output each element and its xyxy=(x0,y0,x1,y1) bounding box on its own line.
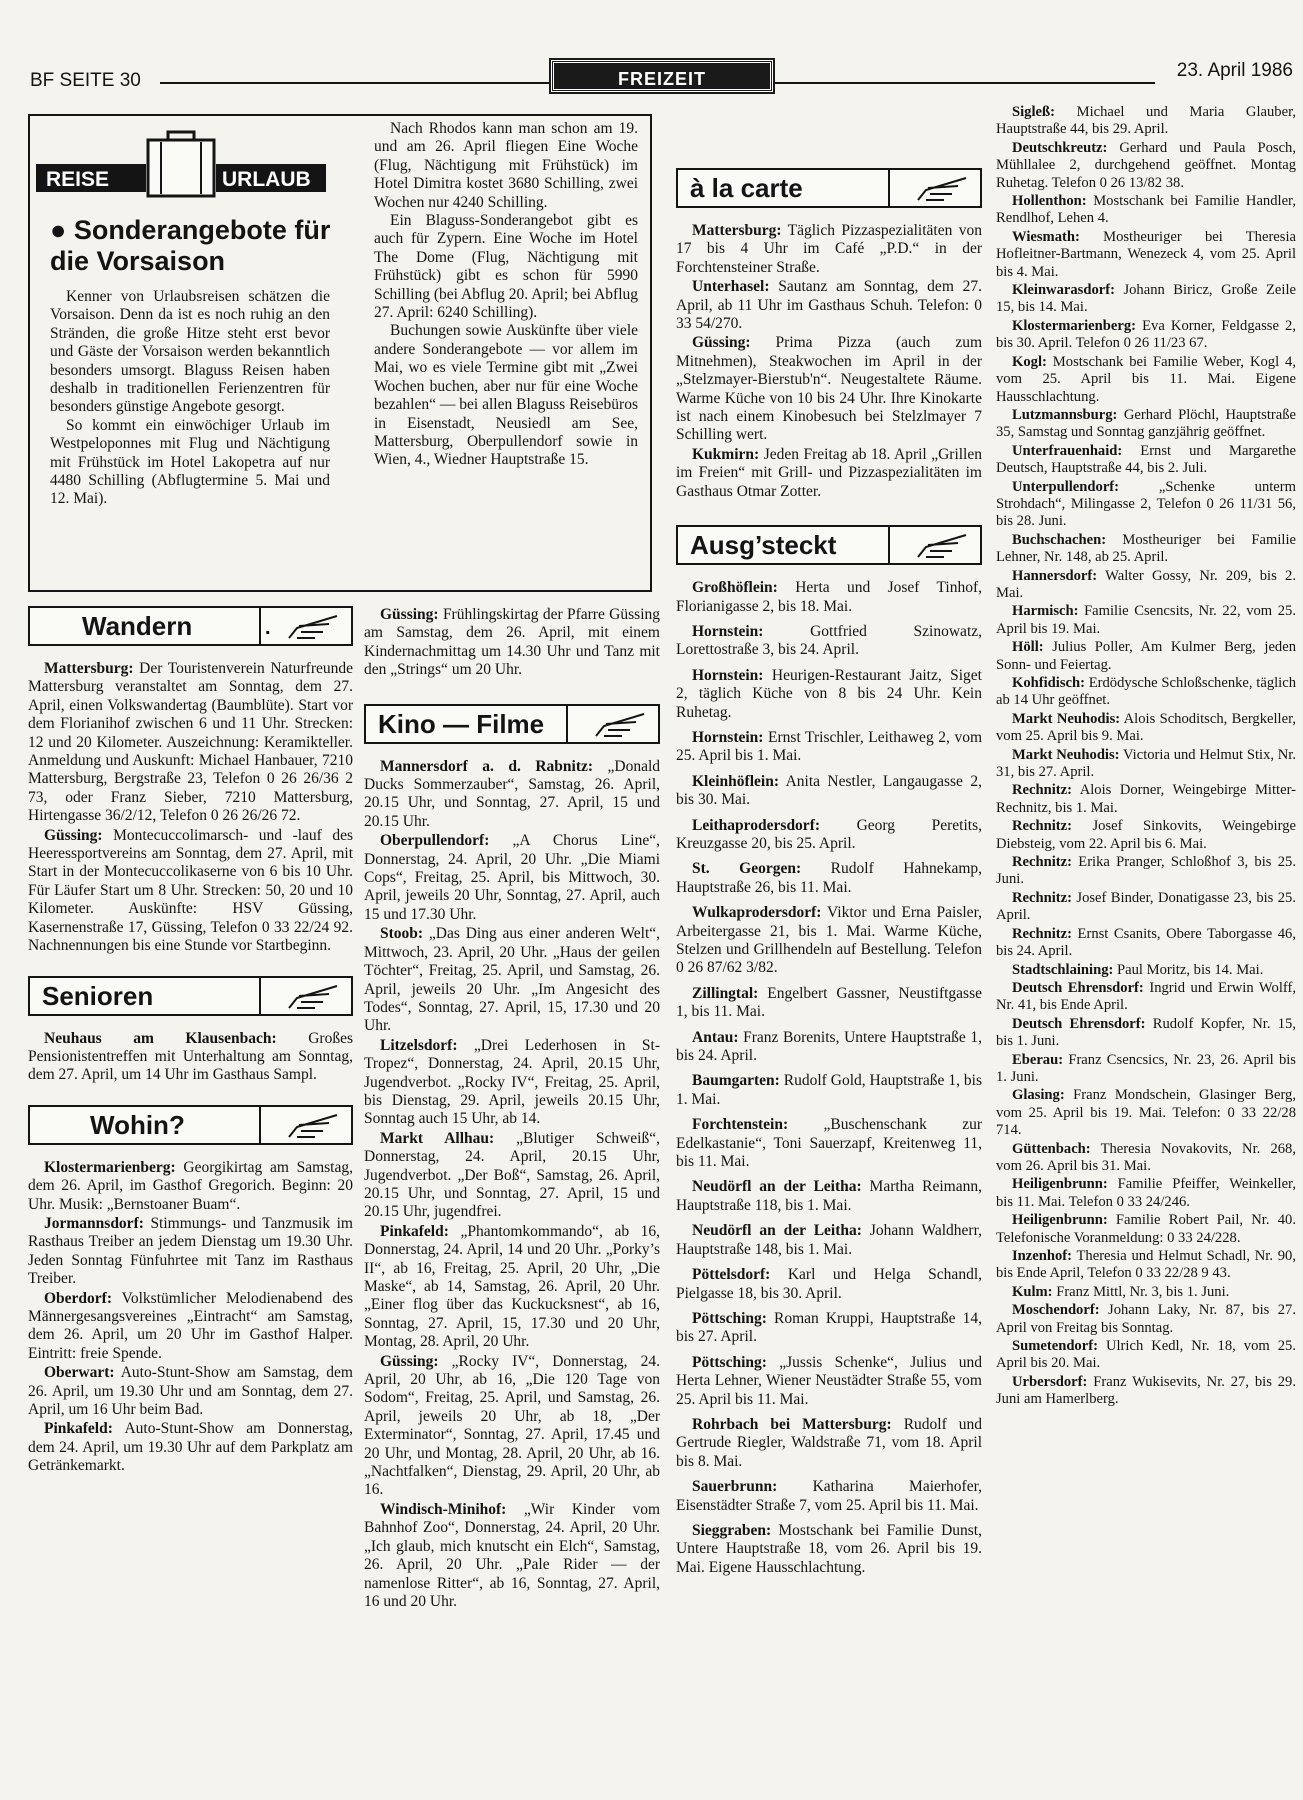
travel-paragraph: So kommt ein einwöchiger Urlaub im Westpeloponnes mit Flug und Nächtigung mit Frühstück im Hotel Lakopetra auf nur 4480 Schilling (Abflugtermine 5. Mai und 12. Mai). xyxy=(50,416,330,508)
place-name: Rechnitz: xyxy=(1012,854,1072,871)
pointing-hand-icon xyxy=(888,172,978,206)
place-name: Pöttsching: xyxy=(692,1353,767,1371)
list-item xyxy=(996,747,1296,782)
travel-paragraph: Kenner von Urlaubsreisen schätzen die Vorsaison. Denn da ist es noch ruhig an den Stränden, die große Hitze steht erst bevor und Gäste der Vorsaison werden bekanntlich besonders umsorgt. Blaguss Reisen haben deshalb in traditionellen Ferienzentren für besonders günstige Angebote gesorgt. xyxy=(50,288,330,416)
list-item xyxy=(996,782,1296,817)
ausgsteckt-list-continued xyxy=(996,104,1296,1409)
place-name: Rechnitz: xyxy=(1012,889,1072,906)
entry-text: Victoria und Helmut Stix, Nr. 31, bis 27. April. xyxy=(996,746,1296,781)
section-title: Senioren xyxy=(42,980,154,1011)
issue-date: 23. April 1986 xyxy=(1176,60,1293,81)
list-item xyxy=(676,579,982,616)
place-name: Mattersburg: xyxy=(692,222,782,239)
entry-text: Georg Peretits, Kreuzgasse 20, bis 25. April. xyxy=(676,816,982,852)
list-item xyxy=(996,229,1296,281)
wohin-list xyxy=(28,1159,353,1476)
list-item xyxy=(996,479,1296,531)
entry-text: Anita Nestler, Langaugasse 2, bis 30. Mai. xyxy=(676,772,982,809)
entry-text: „A Chorus Line“, Donnerstag, 24. April, 20 Uhr. „Die Miami Cops“, Freitag, 25. April, bis Mittwoch, 30. April, jeweils 20 Uhr, Sonntag, 27. April, auch 15 und 17.30 Uhr. xyxy=(364,832,660,923)
place-name: Güssing: xyxy=(380,1352,439,1370)
list-item xyxy=(676,985,982,1022)
list-item xyxy=(996,711,1296,746)
place-name: Großhöflein: xyxy=(692,579,778,597)
list-item xyxy=(996,318,1296,353)
list-item xyxy=(996,962,1296,979)
list-item xyxy=(28,1364,353,1419)
list-item xyxy=(676,1310,982,1347)
list-item xyxy=(676,1029,982,1066)
list-item xyxy=(996,568,1296,603)
place-name: Stoob: xyxy=(380,925,424,943)
place-name: Heiligenbrunn: xyxy=(1012,1212,1108,1229)
list-item xyxy=(676,817,982,854)
entry-text: Mostheuriger bei Familie Lehner, Nr. 148, ab 25. April. xyxy=(996,531,1296,566)
place-name: Rechnitz: xyxy=(1012,782,1072,799)
entry-text: Mostschank bei Familie Dunst, Untere Hauptstraße 18, vom 26. April bis 19. Mai. Eigene Hausschlachtung. xyxy=(676,1521,982,1576)
entry-text: Paul Moritz, bis 14. Mai. xyxy=(1117,961,1264,978)
entry-text: Martha Reimann, Hauptstraße 118, bis 1. Mai. xyxy=(676,1178,982,1214)
list-item xyxy=(676,1354,982,1409)
place-name: Unterpullendorf: xyxy=(1012,478,1120,495)
place-name: Eberau: xyxy=(1012,1051,1064,1068)
place-name: Glasing: xyxy=(1012,1087,1065,1104)
place-name: Oberwart: xyxy=(44,1364,115,1382)
list-item xyxy=(996,104,1296,139)
list-item xyxy=(364,1353,660,1500)
place-name: Hornstein: xyxy=(692,622,764,640)
list-item xyxy=(676,1222,982,1259)
list-item xyxy=(996,818,1296,853)
column-2 xyxy=(364,606,660,1612)
list-item xyxy=(676,1116,982,1171)
entry-text: Stimmungs- und Tanzmusik im Rasthaus Treiber an jedem Dienstag um 19.30 Uhr. Jeden Sonntag Fünfuhrtee mit Tanz im Rasthaus Treiber. xyxy=(28,1214,353,1288)
place-name: Güssing: xyxy=(692,334,751,352)
entry-text: Ernst Csanits, Obere Taborgasse 46, bis 24. April. xyxy=(996,925,1296,960)
list-item xyxy=(676,1478,982,1515)
list-item xyxy=(996,443,1296,478)
section-header-ausgsteckt xyxy=(676,525,982,565)
list-item xyxy=(676,729,982,766)
entry-text: Franz Borenits, Untere Hauptstraße 1, bis 24. April. xyxy=(676,1028,982,1065)
entry-text: Mostheuriger bei Theresia Hofleitner-Bartmann, Wenezeck 4, vom 25. April bis 4. Mai. xyxy=(996,228,1296,280)
place-name: Kleinwarasdorf: xyxy=(1012,282,1115,299)
section-header-alacarte xyxy=(676,168,982,208)
entry-text: „Rocky IV“, Donnerstag, 24. April, 20 Uhr, ab 16, „Die 120 Tage von Sodom“, Freitag, 25. April, und Samstag, 26. April, jeweils 20 Uhr, ab 18, „Der Exterminator“, Sonntag, 27. April, 17.45 und 20 Uhr, und Montag, 28. April, 20 Uhr, ab 16. „Nachtfalken“, Dienstag, 29. April, 20 Uhr, ab 16. xyxy=(364,1352,660,1499)
header-rule-right xyxy=(775,82,1155,84)
entry-text: Karl und Helga Schandl, Pielgasse 18, bis 30. April. xyxy=(676,1266,982,1302)
entry-text: Herta und Josef Tinhof, Florianigasse 2, bis 18. Mai. xyxy=(676,579,983,615)
entry-text: Der Touristenverein Naturfreunde Mattersburg veranstaltet am Sonntag, dem 27. April, einen Volkswandertag (Baumblüte). Start vor dem Florianihof zwischen 6 und 11 Uhr. Strecken: 12 und 20 Kilometer. Auszeichnung: Keramikteller. Anmeldung und Auskunft: Michael Hanbauer, 7210 Mattersburg, Bergstraße 23, Telefon 0 26 26/36 2 73, oder Franz Sieber, 7210 Mattersburg, Hirtengasse 36/2/12, Telefon 0 26 26/26 72. xyxy=(28,660,353,825)
section-title: à la carte xyxy=(690,173,803,203)
entry-text: Katharina Maierhofer, Eisenstädter Straße 7, vom 25. April bis 11. Mai. xyxy=(676,1478,983,1514)
entry-text: Rudolf und Gertrude Riegler, Waldstraße 71, vom 18. April bis 8. Mai. xyxy=(676,1415,983,1470)
list-item xyxy=(996,926,1296,961)
logo-urlaub-text: URLAUB xyxy=(222,168,311,191)
entry-text: Franz Csencsics, Nr. 23, 26. April bis 1. Juni. xyxy=(996,1051,1296,1085)
place-name: Deutschkreutz: xyxy=(1012,139,1108,156)
list-item xyxy=(996,1338,1296,1373)
list-item xyxy=(996,282,1296,317)
ausgsteckt-list xyxy=(676,579,982,1577)
place-name: Pöttsching: xyxy=(692,1309,767,1327)
entry-text: Michael und Maria Glauber, Hauptstraße 44, bis 29. April. xyxy=(996,104,1297,138)
column-1 xyxy=(28,606,353,1477)
list-item xyxy=(996,1141,1296,1176)
entry-text: Erika Pranger, Schloßhof 3, bis 25. Juni. xyxy=(996,854,1296,888)
place-name: Güttenbach: xyxy=(1012,1140,1091,1157)
list-item xyxy=(996,407,1296,442)
list-item xyxy=(996,1284,1296,1301)
place-name: Mannersdorf a. d. Rabnitz: xyxy=(380,757,594,775)
section-header-wohin xyxy=(28,1105,353,1145)
entry-text: „Das Ding aus einer anderen Welt“, Mittwoch, 23. April, 20 Uhr. „Haus der geilen Töchter“, Freitag, 25. April, und Samstag, 26. April, jeweils 20 Uhr. „Im Angesicht des Todes“, Sonntag, 27. April, 15, 17.30 und 20 Uhr. xyxy=(364,925,661,1035)
column-4 xyxy=(996,104,1296,1410)
list-item xyxy=(996,193,1296,228)
entry-text: Familie Pfeiffer, Weinkeller, bis 11. Mai. Telefon 0 33 24/246. xyxy=(996,1176,1296,1210)
section-title: Wandern xyxy=(82,611,193,641)
entry-text: „Jussis Schenke“, Julius und Herta Lehner, Wiener Neustädter Straße 55, vom 25. April bis 11. Mai. xyxy=(676,1353,982,1408)
page-number: BF SEITE 30 xyxy=(30,70,141,91)
entry-text: Alois Dorner, Weingebirge Mitter-Rechnitz, bis 1. Mai. xyxy=(996,782,1296,816)
place-name: Rohrbach bei Mattersburg: xyxy=(692,1415,892,1433)
list-item xyxy=(364,758,660,832)
list-item xyxy=(996,1302,1296,1337)
entry-text: Engelbert Gassner, Neustiftgasse 1, bis 11. Mai. xyxy=(676,984,982,1021)
place-name: Güssing: xyxy=(44,826,103,844)
suitcase-logo xyxy=(36,130,326,200)
entry-text: Johann Waldherr, Hauptstraße 148, bis 1. Mai. xyxy=(676,1222,982,1258)
place-name: Sauerbrunn: xyxy=(692,1478,778,1496)
list-item xyxy=(996,854,1296,889)
place-name: Wiesmath: xyxy=(1012,228,1080,245)
list-item xyxy=(676,667,982,722)
place-name: Markt Neuhodis: xyxy=(1012,710,1121,727)
place-name: Inzenhof: xyxy=(1012,1248,1072,1264)
entry-text: Johann Biricz, Große Zeile 15, bis 14. Mai. xyxy=(996,282,1296,316)
place-name: Mattersburg: xyxy=(44,660,134,677)
place-name: Neudörfl an der Leitha: xyxy=(692,1178,862,1196)
list-item xyxy=(996,140,1296,192)
section-header-wandern xyxy=(28,606,353,646)
list-item xyxy=(364,606,660,680)
list-item xyxy=(28,1030,353,1085)
place-name: Sieggraben: xyxy=(692,1521,772,1539)
travel-headline xyxy=(50,215,350,277)
entry-text: Roman Kruppi, Hauptstraße 14, bis 27. April. xyxy=(676,1309,982,1346)
section-title: Ausg’steckt xyxy=(690,530,837,561)
section-label: FREIZEIT xyxy=(551,60,773,92)
list-item xyxy=(676,278,982,333)
senioren-list xyxy=(28,1030,353,1085)
place-name: Hornstein: xyxy=(692,728,764,746)
bullet-icon: ● xyxy=(50,215,67,245)
list-item xyxy=(676,446,982,501)
svg-text:.: . xyxy=(265,617,271,639)
entry-text: Ulrich Kedl, Nr. 18, vom 25. April bis 20. Mai. xyxy=(996,1338,1296,1372)
place-name: Windisch-Minihof: xyxy=(380,1500,507,1518)
entry-text: Montecuccolimarsch- und -lauf des Heeressportvereins am Sonntag, dem 27. April, mit Start in der Montecuccolikaserne von 6 bis 10 Uhr. Für Läufer Start um 8 Uhr. Strecken: 50, 20 und 10 Kilometer. Auskünfte: HSV Güssing, Kasernenstraße 17, Güssing, Telefon 0 33 22/24 92. Nachnennungen bis eine Stunde vor Startbeginn. xyxy=(28,826,354,955)
list-item xyxy=(996,639,1296,674)
place-name: Sigleß: xyxy=(1012,104,1055,120)
entry-text: Rudolf Hahnekamp, Hauptstraße 26, bis 11. Mai. xyxy=(676,860,983,896)
list-item xyxy=(676,334,982,444)
section-title: Wohin? xyxy=(90,1109,185,1140)
place-name: Oberpullendorf: xyxy=(380,832,490,850)
place-name: Pinkafeld: xyxy=(44,1420,113,1438)
list-item xyxy=(676,222,982,277)
list-item xyxy=(996,603,1296,638)
place-name: Neuhaus am Klausenbach: xyxy=(44,1029,277,1047)
entry-text: Gottfried Szinowatz, Lorettostraße 3, bis 24. April. xyxy=(676,622,982,659)
entry-text: Mostschank bei Familie Handler, Rendlhof, Lehen 4. xyxy=(996,193,1296,227)
list-item xyxy=(28,1215,353,1289)
entry-text: Mostschank bei Familie Weber, Kogl 4, vom 25. April bis 11. Mai. Eigene Hausschlachtung. xyxy=(996,353,1296,405)
place-name: Rechnitz: xyxy=(1012,818,1072,835)
entry-text: „Wir Kinder vom Bahnhof Zoo“, Donnerstag, 24. April, 20 Uhr. „Ich glaub, mich knutscht ein Elch“, Samstag, 26. April, 20 Uhr. „Pale Rider — der namenlose Ritter“, ab 16, Sonntag, 27. April, 16 und 20 Uhr. xyxy=(364,1500,660,1610)
place-name: Buchschachen: xyxy=(1012,531,1107,548)
list-item xyxy=(364,925,660,1035)
place-name: Hannersdorf: xyxy=(1012,567,1098,584)
entry-text: „Schenke unterm Strohdach“, Milingasse 2, Telefon 0 26 11/31 56, bis 28. Juni. xyxy=(996,478,1296,530)
place-name: Harmisch: xyxy=(1012,603,1079,620)
entry-text: Viktor und Erna Paisler, Arbeitergasse 21, bis 1. Mai. Warme Küche, Stelzen und Grillhendeln auf Bestellung. Telefon 0 26 87/62 3/82. xyxy=(676,904,982,977)
place-name: Litzelsdorf: xyxy=(380,1036,458,1054)
place-name: Deutsch Ehrensdorf: xyxy=(1012,1015,1146,1032)
entry-text: Theresia Novakovits, Nr. 268, vom 26. April bis 31. Mai. xyxy=(996,1140,1296,1174)
place-name: Kleinhöflein: xyxy=(692,772,779,790)
entry-text: Prima Pizza (auch zum Mitnehmen), Steakwochen im April in der „Stelzmayer-Bierstub'n“. Neugestaltete Räume. Warme Küche von 10 bis 24 Uhr. Ihre Kinokarte ist nach einem Kinobesuch bei Stelzlmayer 7 Schilling wert. xyxy=(676,334,983,444)
list-item xyxy=(28,1159,353,1214)
list-item xyxy=(676,904,982,978)
place-name: Pinkafeld: xyxy=(380,1222,449,1240)
entry-text: Täglich Pizzaspezialitäten von 17 bis 4 Uhr im Café „P.D.“ in der Forchtensteiner Straße. xyxy=(676,222,982,276)
travel-title: Sonderangebote für die Vorsaison xyxy=(50,215,331,276)
list-item xyxy=(676,1416,982,1471)
pointing-hand-icon xyxy=(566,708,656,742)
entry-text: Auto-Stunt-Show am Samstag, dem 26. April, um 19.30 Uhr und am Sonntag, dem 27. April, um 16 Uhr beim Bad. xyxy=(28,1364,353,1418)
list-item xyxy=(676,1178,982,1215)
list-item xyxy=(996,890,1296,925)
place-name: Heiligenbrunn: xyxy=(1012,1176,1108,1193)
travel-paragraph: Ein Blaguss-Sonderangebot gibt es auch für Zypern. Eine Woche im Hotel The Dome (Flug, Nächtigung mit Frühstück) gibt es schon für 5990 Schilling (bei Abflug 20. April; bei Abflug 27. April: 6240 Schilling). xyxy=(374,212,638,322)
place-name: Moschendorf: xyxy=(1012,1302,1100,1319)
list-item xyxy=(28,1290,353,1364)
place-name: Wulkaprodersdorf: xyxy=(692,904,822,922)
entry-text: Auto-Stunt-Show am Donnerstag, dem 24. April, um 19.30 Uhr auf dem Parkplatz am Getränkemarkt. xyxy=(28,1420,353,1475)
place-name: Kukmirn: xyxy=(692,445,760,463)
place-name: Stadtschlaining: xyxy=(1012,961,1114,978)
place-name: Güssing: xyxy=(380,606,439,623)
section-header-kino xyxy=(364,704,660,744)
entry-text: „Blutiger Schweiß“, Donnerstag, 24. April, 20.15 Uhr, Jugendverbot. „Der Boß“, Samstag, 26. April, 20.15 Uhr, und Sonntag, 27. April, 15 und 20.15 Uhr, jugendfrei. xyxy=(364,1129,660,1221)
entry-text: „Drei Lederhosen in St-Tropez“, Donnerstag, 24. April, 20.15 Uhr, Jugendverbot. „Rocky IV“, Freitag, 25. April, bis Dienstag, 29. April, jeweils 20.15 Uhr, Sonntag auch 15 Uhr, ab 14. xyxy=(364,1036,661,1128)
place-name: Oberdorf: xyxy=(44,1289,113,1307)
list-item xyxy=(996,1052,1296,1087)
list-item xyxy=(676,773,982,810)
travel-paragraph: Buchungen sowie Auskünfte über viele andere Sonderangebote — vor allem im Mai, wo es viele Termine gibt mit „Zwei Wochen buchen, aber nur für eine Woche bezahlen“ — bei allen Blaguss Reisebüros in Eisenstadt, Neusiedl am See, Mattersburg, Oberpullendorf sowie in Wien, 4., Wiedner Hauptstraße 15. xyxy=(374,322,638,469)
place-name: Neudörfl an der Leitha: xyxy=(692,1222,862,1240)
place-name: Höll: xyxy=(1012,639,1044,656)
entry-text: Familie Csencsits, Nr. 22, vom 25. April bis 19. Mai. xyxy=(996,603,1296,637)
entry-text: „Buschenschank zur Edelkastanie“, Toni Sauerzapf, Kreitenweg 11, bis 11. Mai. xyxy=(676,1116,982,1171)
entry-text: „Phantomkommando“, ab 16, Donnerstag, 24. April, 14 und 20 Uhr. „Porky’s II“, ab 16, Freitag, 25. April, 20 Uhr, „Die Maske“, ab 14, Samstag, 26. April, 20 Uhr. „Einer flog über das Kuckucksnest“, ab 16, Sonntag, 27. April, 15, 17.30 und 20 Uhr, Montag, 28. April, 20 Uhr. xyxy=(364,1222,660,1351)
entry-text: Georgikirtag am Samstag, dem 26. April, im Gasthof Gregorich. Beginn: 20 Uhr. Musik: „Bernstoaner Buam“. xyxy=(28,1158,353,1213)
list-item xyxy=(996,1016,1296,1051)
alacarte-list xyxy=(676,222,982,501)
section-title: Kino — Filme xyxy=(378,708,545,739)
entry-text: Rudolf Gold, Hauptstraße 1, bis 1. Mai. xyxy=(676,1072,982,1108)
entry-text: Heurigen-Restaurant Jaitz, Siget 2, täglich Küche von 8 bis 24 Uhr. Kein Ruhetag. xyxy=(676,666,982,721)
logo-reise-text: REISE xyxy=(46,168,110,191)
list-item xyxy=(996,1212,1296,1247)
list-item xyxy=(676,860,982,897)
entry-text: Gerhard Plöchl, Hauptstraße 35, Samstag und Sonntag ganzjährig geöffnet. xyxy=(996,406,1296,441)
pointing-hand-icon xyxy=(888,529,978,563)
list-item xyxy=(28,827,353,956)
wandern-list xyxy=(28,660,353,956)
entry-text: Josef Sinkovits, Weingebirge Diebsteig, vom 22. April bis 6. Mai. xyxy=(996,818,1296,852)
place-name: Baumgarten: xyxy=(692,1072,780,1090)
travel-text-left xyxy=(50,288,330,509)
list-item xyxy=(996,675,1296,710)
place-name: Pöttelsdorf: xyxy=(692,1266,771,1284)
entry-text: Ernst Trischler, Leithaweg 2, vom 25. April bis 1. Mai. xyxy=(676,728,983,765)
list-item xyxy=(676,1072,982,1109)
list-item xyxy=(676,1266,982,1303)
place-name: Markt Neuhodis: xyxy=(1012,746,1120,763)
entry-text: Rudolf Kopfer, Nr. 15, bis 1. Juni. xyxy=(996,1015,1296,1050)
place-name: Zillingtal: xyxy=(692,984,759,1002)
list-item xyxy=(996,354,1296,406)
place-name: Deutsch Ehrensdorf: xyxy=(1012,979,1144,996)
entry-text: Ernst und Margarethe Deutsch, Hauptstraße 44, bis 2. Juli. xyxy=(996,442,1296,477)
list-item xyxy=(996,1248,1296,1283)
entry-text: Julius Poller, Am Kulmer Berg, jeden Sonn- und Feiertag. xyxy=(996,639,1296,673)
section-header-senioren xyxy=(28,976,353,1016)
travel-text-right xyxy=(374,120,638,470)
place-name: Markt Allhau: xyxy=(380,1129,495,1147)
entry-text: Josef Binder, Donatigasse 23, bis 25. April. xyxy=(996,889,1296,924)
list-item xyxy=(996,1374,1296,1409)
list-item xyxy=(364,1130,660,1222)
entry-text: „Donald Ducks Sommerzauber“, Samstag, 26. April, 20.15 Uhr, und Sonntag, 27. April, 15 und 20.15 Uhr. xyxy=(364,757,661,830)
entry-text: Walter Gossy, Nr. 209, bis 2. Mai. xyxy=(996,567,1296,601)
list-item xyxy=(28,660,353,826)
entry-text: Sautanz am Sonntag, dem 27. April, ab 11 Uhr im Gasthaus Schuh. Telefon: 0 33 54/270. xyxy=(676,278,982,333)
place-name: Urbersdorf: xyxy=(1012,1373,1088,1390)
place-name: Hollenthon: xyxy=(1012,193,1087,210)
place-name: Jormannsdorf: xyxy=(44,1214,144,1232)
place-name: Forchtenstein: xyxy=(692,1116,789,1134)
travel-paragraph: Nach Rhodos kann man schon am 19. und am 26. April fliegen Eine Woche (Flug, Nächtigung mit Frühstück) im Hotel Dimitra kostet 3680 Schilling, zwei Wochen nur 4240 Schilling. xyxy=(374,120,638,211)
pointing-hand-icon xyxy=(259,1109,349,1143)
column-3 xyxy=(676,108,982,1584)
entry-text: Frühlingskirtag der Pfarre Güssing am Samstag, dem 26. April, mit einem Kindernachmittag um 14.30 Uhr und Tanz mit den „Strings“ um 20 Uhr. xyxy=(364,606,660,679)
entry-text: Jeden Freitag ab 18. April „Grillen im Freien“ mit Grill- und Pizzaspezialitäten im Gasthaus Otmar Zotter. xyxy=(676,445,982,500)
place-name: Leithaprodersdorf: xyxy=(692,816,821,834)
entry-text: Alois Schoditsch, Bergkeller, vom 25. April bis 9. Mai. xyxy=(996,710,1296,745)
entry-text: Theresia und Helmut Schadl, Nr. 90, bis Ende April, Telefon 0 33 22/28 9 43. xyxy=(996,1248,1297,1282)
list-item xyxy=(28,1420,353,1475)
entry-text: Eva Korner, Feldgasse 2, bis 30. April. Telefon 0 26 11/23 67. xyxy=(996,317,1297,352)
place-name: Kogl: xyxy=(1012,353,1047,370)
entry-text: Franz Wukisevits, Nr. 27, bis 29. Juni am Hamerlberg. xyxy=(996,1373,1296,1408)
list-item xyxy=(364,832,660,924)
pointing-hand-icon xyxy=(259,610,349,644)
place-name: Sumetendorf: xyxy=(1012,1338,1098,1355)
list-item xyxy=(996,532,1296,567)
entry-text: Erdödysche Schloßschenke, täglich ab 14 Uhr geöffnet. xyxy=(996,675,1297,709)
list-item xyxy=(676,1522,982,1577)
place-name: Klostermarienberg: xyxy=(44,1158,176,1176)
place-name: Lutzmannsburg: xyxy=(1012,406,1118,423)
entry-text: Großes Pensionistentreffen mit Unterhaltung am Sonntag, dem 27. April, um 14 Uhr im Gasthaus Sampl. xyxy=(28,1029,353,1084)
place-name: Unterhasel: xyxy=(692,278,770,296)
page-header xyxy=(0,0,1303,100)
entry-text: Johann Laky, Nr. 87, bis 27. April von Freitag bis Sonntag. xyxy=(996,1302,1297,1336)
entry-text: Franz Mondschein, Glasinger Berg, vom 25. April bis 19. Mai. Telefon: 0 33 22/28 714. xyxy=(996,1087,1296,1139)
entry-text: Ingrid und Erwin Wolff, Nr. 41, bis Ende April. xyxy=(996,979,1296,1014)
list-item xyxy=(364,1501,660,1611)
list-item xyxy=(996,1087,1296,1139)
list-item xyxy=(364,1223,660,1352)
place-name: Rechnitz: xyxy=(1012,925,1072,942)
pointing-hand-icon xyxy=(259,980,349,1014)
kino-list xyxy=(364,758,660,1612)
place-name: Kohfidisch: xyxy=(1012,675,1085,691)
place-name: Kulm: xyxy=(1012,1283,1053,1300)
entry-text: Volkstümlicher Melodienabend des Männergesangsvereines „Eintracht“ am Samstag, dem 26. April, um 20 Uhr im Gasthof Halper. Eintritt: freie Spende. xyxy=(28,1289,353,1362)
list-item xyxy=(364,1037,660,1129)
place-name: Klostermarienberg: xyxy=(1012,317,1137,334)
header-rule-left xyxy=(160,82,550,84)
list-item xyxy=(996,1176,1296,1211)
place-name: Antau: xyxy=(692,1028,739,1046)
place-name: St. Georgen: xyxy=(692,860,802,878)
place-name: Hornstein: xyxy=(692,666,764,684)
list-item xyxy=(996,980,1296,1015)
entry-text: Franz Mittl, Nr. 3, bis 1. Juni. xyxy=(1056,1283,1230,1300)
list-item xyxy=(676,623,982,660)
entry-text: Familie Robert Pail, Nr. 40. Telefonische Voranmeldung: 0 33 24/228. xyxy=(996,1212,1296,1246)
place-name: Unterfrauenhaid: xyxy=(1012,442,1123,459)
entry-text: Gerhard und Paula Posch, Mühllalee 2, durchgehend geöffnet. Montag Ruhetag. Telefon 0 26 13/82 38. xyxy=(996,139,1296,191)
